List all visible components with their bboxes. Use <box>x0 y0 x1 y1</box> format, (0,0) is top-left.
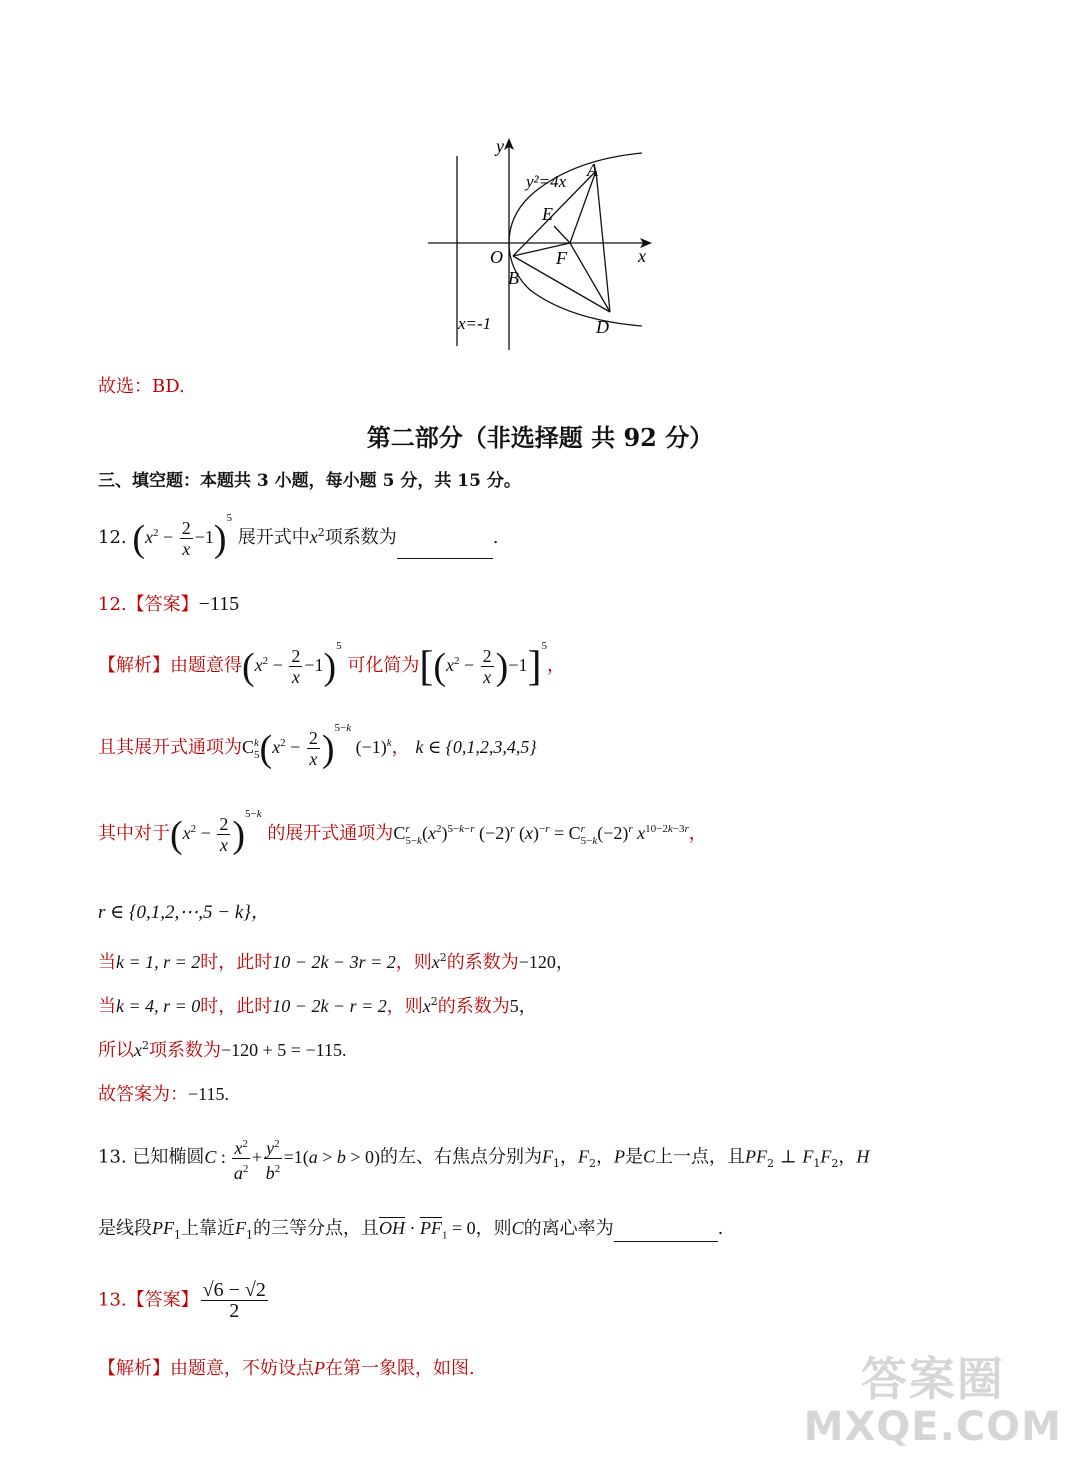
q13-answer-label: 13.【答案】 <box>98 1289 199 1311</box>
q12-a5-t2: 时，此时 <box>200 952 273 973</box>
q12-a6-t3: ，则 <box>386 996 423 1017</box>
label-D: D <box>596 317 609 337</box>
q13-question-line1: 13. 已知椭圆C : $\frac{x^2}{a^2}$ + $\frac{y^2}{b^2}$ =1(a > b > 0)的左、右焦点分别为$F_1$，$F_2$，P是C上一点，且$PF_2$ ⊥ $F_1F_2$，H <box>98 1134 869 1183</box>
parabola-figure <box>420 130 660 360</box>
q13-text5: 是线段 <box>98 1218 152 1239</box>
q13-text6: 上靠近 <box>181 1218 235 1239</box>
q12-a7-text: 所以 <box>98 1040 134 1061</box>
q12-analysis-line7: 所以$x^2$项系数为−120 + 5 = −115. <box>98 1039 347 1061</box>
q12-number: 12. <box>98 527 127 548</box>
q12-a3-text2: 的展开式通项为 <box>267 823 394 844</box>
q12-a8-text: 故答案为： <box>98 1084 188 1105</box>
label-x: x <box>638 246 646 266</box>
section-three-title: 三、填空题：本题共 3 小题，每小题 5 分，共 15 分。 <box>98 471 521 491</box>
label-O: O <box>490 247 503 267</box>
q12-a2-set: k ∈ {0,1,2,3,4,5} <box>415 737 537 757</box>
q12-a8-val: −115. <box>188 1084 229 1104</box>
q12-text: 展开式中 <box>237 527 310 548</box>
q12-a2-text: 且其展开式通项为 <box>98 737 242 758</box>
q12-a1-text: 由题意得 <box>170 655 242 676</box>
q12-a5-t3: ，则 <box>395 952 432 973</box>
q12-a6-text: 当 <box>98 996 116 1017</box>
q12-analysis-line2: 且其展开式通项为C k 5 ($x^2$ − $\frac{2}{x}$ )$^{5-k}$ $(-1)^k$， k ∈ {0,1,2,3,4,5} <box>98 722 537 770</box>
q13-text9: 的离心率为 <box>523 1218 614 1239</box>
q13-analysis-text2: 在第一象限，如图. <box>325 1358 475 1379</box>
q13-text1: 已知椭圆 <box>132 1146 205 1168</box>
watermark-line1: 答案圈 <box>860 1352 1005 1406</box>
q13-answer-blank <box>614 1241 718 1242</box>
q12-a6-eq: 10 − 2k − r = 2 <box>272 996 387 1016</box>
label-B: B <box>508 268 519 288</box>
q13-analysis: 【解析】由题意，不妨设点P在第一象限，如图. <box>98 1358 475 1379</box>
q12-question: 12. ($x^2$ − $\frac{2}{x}$ −1)$^5$ 展开式中$x^2$项系数为 . <box>98 512 499 560</box>
q12-analysis-line6: 当k = 4, r = 0时，此时10 − 2k − r = 2，则$x^2$的系数为5， <box>98 995 537 1017</box>
q12-a5-text: 当 <box>98 952 116 973</box>
q13-text3: 是 <box>625 1146 644 1168</box>
watermark-line2: MXQE.COM <box>803 1404 1062 1450</box>
q12-a6-t2: 时，此时 <box>200 996 273 1017</box>
watermark <box>804 1353 1062 1449</box>
q12-answer-blank <box>397 558 493 559</box>
q12-a1-text2: 可化简为 <box>347 655 420 676</box>
q13-answer-value: $\frac{√6 - √2}{2}$ <box>202 1279 266 1322</box>
q12-a5-eq: 10 − 2k − 3r = 2 <box>272 952 396 972</box>
q12-analysis-line3: 其中对于($x^2$ − $\frac{2}{x}$ )$^{5-k}$ 的展开式通项为C r 5−k $(x^2)^{5-k-r}$ $(-2)^r$ $(x)^{-r} = C$ r 5−k $(-2)^r$ $x^{10-2k-3r}$， <box>98 808 707 856</box>
label-F: F <box>556 248 567 268</box>
directrix-label: x=-1 <box>458 314 492 333</box>
q12-analysis-line5: 当k = 1, r = 2时，此时10 − 2k − 3r = 2，则$x^2$的系数为−120， <box>98 951 574 973</box>
label-y: y <box>496 136 504 156</box>
q13-analysis-label: 【解析】 <box>98 1358 170 1379</box>
label-A: A <box>587 160 598 180</box>
section-heading: 第二部分（非选择题 共 92 分） <box>366 423 714 452</box>
q12-answer-value: −115 <box>198 593 240 615</box>
q12-a6-val: 5， <box>509 996 537 1016</box>
q13-text4: 上一点，且 <box>655 1146 746 1168</box>
q13-question-line2: 是线段$PF_1$上靠近$F_1$的三等分点，且$\overline{OH} \cdot \overline{PF}_1 = 0$，则C的离心率为 . <box>98 1218 724 1242</box>
q12-a5-cond: k = 1, r = 2 <box>116 952 201 972</box>
q12-a3-text: 其中对于 <box>98 823 170 844</box>
line-EF <box>554 226 570 243</box>
q12-a5-t4: 的系数为 <box>446 952 519 973</box>
q12-text2: 项系数为 <box>324 527 397 548</box>
q13-analysis-text: 由题意，不妨设点 <box>170 1358 314 1379</box>
curve-label: y²=4x <box>526 172 567 191</box>
prev-answer: 故选：BD. <box>98 376 185 397</box>
q12-expression: ($x^2$ − $\frac{2}{x}$ −1)$^5$ <box>132 512 232 560</box>
q12-a6-t4: 的系数为 <box>437 996 510 1017</box>
q13-text2: 的左、右焦点分别为 <box>380 1146 543 1168</box>
q12-a7-t2: 项系数为 <box>149 1040 221 1061</box>
q13-number: 13. <box>98 1146 127 1168</box>
q12-a6-cond: k = 4, r = 0 <box>116 996 201 1016</box>
q13-text8: ，则 <box>475 1218 512 1239</box>
q13-answer <box>98 1280 270 1321</box>
q13-text7: 的三等分点，且 <box>253 1218 379 1239</box>
q12-analysis-line8 <box>98 1080 229 1106</box>
q12-answer <box>98 590 239 616</box>
q12-answer-label: 12.【答案】 <box>98 594 199 615</box>
q12-analysis-label: 【解析】 <box>98 655 170 676</box>
q12-a7-eq: −120 + 5 = −115. <box>221 1040 347 1060</box>
line-AF <box>570 171 596 243</box>
label-E: E <box>542 204 553 224</box>
q12-analysis-line1: 【解析】由题意得($x^2$ − $\frac{2}{x}$ −1)$^5$ 可化简为[($x^2$ − $\frac{2}{x}$ )−1]$^5$， <box>98 640 565 690</box>
q12-a5-val: −120， <box>518 952 574 972</box>
q12-analysis-line4: r ∈ {0,1,2,⋯,5 − k}， <box>98 902 270 923</box>
